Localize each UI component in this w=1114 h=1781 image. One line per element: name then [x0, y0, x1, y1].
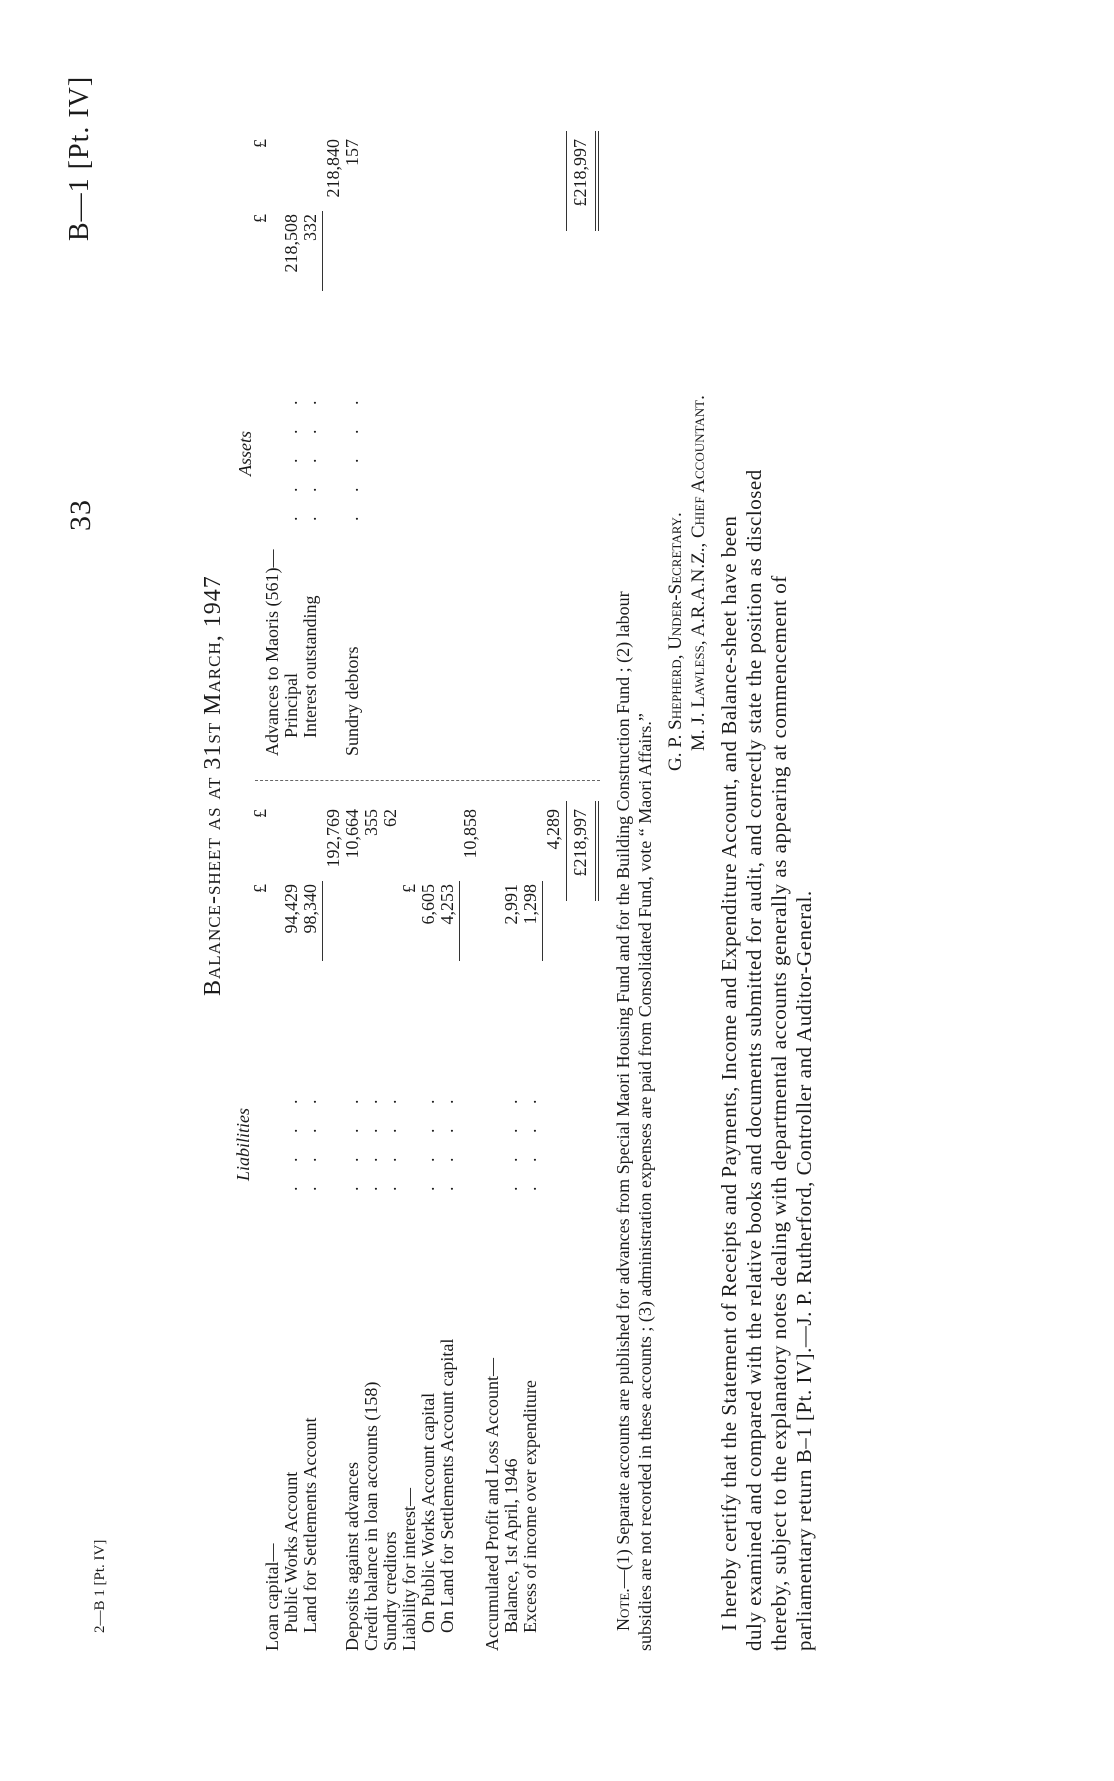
balance-april-amount: 2,991 [501, 884, 521, 925]
dot-leader: . . . . [437, 1089, 457, 1191]
loan-capital-total: 192,769 [323, 809, 343, 868]
credit-balance-amount: 355 [361, 809, 381, 836]
interest-public-works-amount: 6,605 [418, 884, 438, 925]
dot-leader: . . . . . [281, 390, 301, 521]
interest-outstanding-label: Interest outstanding [300, 595, 320, 738]
dot-leader: . . . . [361, 1089, 381, 1191]
interest-land-label: On Land for Settlements Account capital [437, 1338, 457, 1633]
public-works-label: Public Works Account [281, 1471, 301, 1633]
sundry-debtors-label: Sundry debtors [342, 646, 362, 756]
liab-currency-col1: £ [250, 884, 270, 893]
public-works-amount: 94,429 [281, 884, 301, 934]
dot-leader: . . . . [380, 1089, 400, 1191]
grand-total-double-rule [595, 131, 599, 231]
excess-income-label: Excess of income over expenditure [520, 1380, 540, 1633]
profit-loss-label: Accumulated Profit and Loss Account— [482, 1358, 502, 1651]
dot-leader: . . . . [418, 1089, 438, 1191]
balance-sheet-title: Balance-sheet as at 31st March, 1947 [200, 575, 226, 996]
footer-reference: 2—B 1 [Pt. IV] [92, 1539, 108, 1633]
column-divider [255, 780, 600, 781]
asset-currency-col2: £ [250, 139, 270, 148]
assets-grand-total: £218,997 [570, 139, 590, 207]
dot-leader: . . . . . [300, 390, 320, 521]
note-line-1 [612, 591, 634, 1631]
signature-under-secretary: G. P. Shepherd, Under-Secretary. [665, 512, 686, 771]
interest-public-works-label: On Public Works Account capital [418, 1392, 438, 1633]
certificate-line-2: duly examined and compared with the relative books and documents submitted for audit, and correctly state the position as disclosed [742, 469, 766, 1651]
dot-leader: . . . . . [342, 390, 362, 521]
liability-interest-label: Liability for interest— [399, 1488, 419, 1651]
dot-leader: . . . . [300, 1089, 320, 1191]
land-settlements-amount: 98,340 [300, 884, 320, 934]
note-label: Note. [613, 1588, 633, 1631]
liab-interest-currency: £ [399, 884, 419, 893]
certificate-line-1: I hereby certify that the Statement of Receipts and Payments, Income and Expenditure Account, and Balance-sheet have been [717, 515, 741, 1631]
excess-income-amount: 1,298 [520, 884, 540, 925]
sundry-creditors-label: Sundry creditors [380, 1531, 400, 1651]
certificate-line-4: parliamentary return B–1 [Pt. IV].—J. P. Rutherford, Controller and Auditor-General. [792, 890, 816, 1651]
signature-chief-accountant: M. J. Lawless, A.R.A.N.Z., Chief Accountant. [688, 395, 709, 751]
asset-currency-col1: £ [250, 214, 270, 223]
page-number: 33 [64, 499, 97, 531]
deposits-amount: 10,664 [342, 809, 362, 859]
loan-capital-label: Loan capital— [262, 1543, 282, 1651]
advances-total: 218,840 [323, 139, 343, 198]
land-settlements-label: Land for Settlements Account [300, 1417, 320, 1633]
grand-total-rule [566, 131, 567, 231]
profit-loss-total: 4,289 [543, 809, 563, 850]
note-line-2: subsidies are not recorded in these accounts ; (3) administration expenses are paid from Consolidated Fund, vote “ Maori Affairs.” [635, 713, 655, 1651]
header-reference: B—1 [Pt. IV] [64, 75, 95, 241]
dot-leader: . . . . [342, 1089, 362, 1191]
principal-label: Principal [281, 673, 301, 738]
principal-amount: 218,508 [281, 214, 301, 273]
interest-outstanding-amount: 332 [300, 214, 320, 241]
dot-leader: . . . . [520, 1089, 540, 1191]
interest-land-amount: 4,253 [437, 884, 457, 925]
grand-total-rule [566, 801, 567, 901]
sundry-debtors-amount: 157 [342, 139, 362, 166]
liabilities-heading: Liabilities [233, 1107, 253, 1181]
liability-interest-total: 10,858 [460, 809, 480, 859]
deposits-label: Deposits against advances [342, 1462, 362, 1651]
assets-heading: Assets [235, 431, 255, 476]
advances-label: Advances to Maoris (561)— [262, 549, 282, 756]
note-text-1: —(1) Separate accounts are published for advances from Special Maori Housing Fund and for the Building Construction Fund ; (2) labour [613, 591, 633, 1589]
liab-currency-col2: £ [250, 809, 270, 818]
liabilities-grand-total: £218,997 [570, 809, 590, 877]
sundry-creditors-amount: 62 [380, 809, 400, 827]
grand-total-double-rule [595, 801, 599, 901]
dot-leader: . . . . [281, 1089, 301, 1191]
balance-april-label: Balance, 1st April, 1946 [501, 1458, 521, 1633]
credit-balance-label: Credit balance in loan accounts (158) [361, 1381, 381, 1651]
certificate-line-3: thereby, subject to the explanatory notes dealing with departmental accounts generally as appearing at commencement of [767, 575, 791, 1651]
dot-leader: . . . . [501, 1089, 521, 1191]
